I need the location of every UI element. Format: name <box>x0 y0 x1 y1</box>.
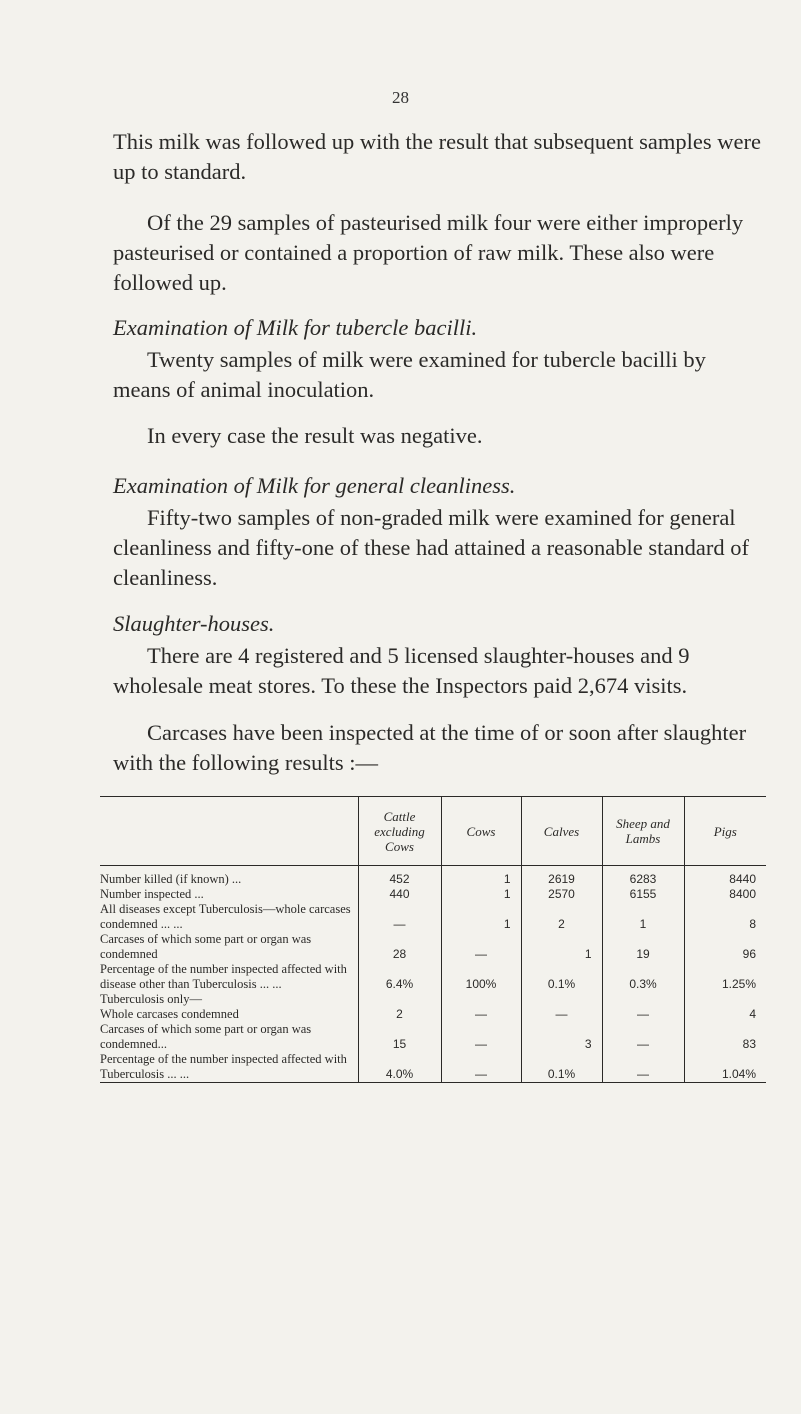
row-label: Number killed (if known) ... <box>100 872 242 886</box>
paragraph-pasteurised-milk: Of the 29 samples of pasteurised milk four were either improperly pasteurised or contained a proportion of raw milk. These also were followed up. <box>113 210 744 295</box>
cell-cattle: 440 <box>358 887 441 902</box>
cell-sheep: — <box>602 1022 684 1052</box>
row-label: Percentage of the number inspected affected with Tuberculosis ... ... <box>100 1052 358 1083</box>
cell-pigs: 83 <box>684 1022 766 1052</box>
table-row <box>100 932 766 962</box>
cell-cattle <box>358 992 441 1007</box>
header-cattle: Cattle excluding Cows <box>358 797 441 866</box>
header-sheep-lambs: Sheep and Lambs <box>602 797 684 866</box>
cell-cows: — <box>441 1022 521 1052</box>
heading-general-cleanliness: Examination of Milk for general cleanliness. <box>113 473 516 498</box>
paragraph-carcases-intro: Carcases have been inspected at the time of or soon after slaughter with the following results :— <box>113 720 747 775</box>
table-row <box>100 962 766 992</box>
header-calves: Calves <box>521 797 602 866</box>
cell-cattle: 28 <box>358 932 441 962</box>
cell-calves: 2570 <box>521 887 602 902</box>
cell-cows: 1 <box>441 866 521 888</box>
paragraph-tubercle-samples: Twenty samples of milk were examined for tubercle bacilli by means of animal inoculation. <box>113 347 706 402</box>
cell-cattle: 15 <box>358 1022 441 1052</box>
carcase-results-table <box>100 796 766 1083</box>
cell-calves: — <box>521 1007 602 1022</box>
cell-calves: 1 <box>521 932 602 962</box>
table-row <box>100 992 766 1007</box>
cell-cows: — <box>441 1052 521 1083</box>
cell-pigs: 8440 <box>684 866 766 888</box>
heading-tubercle-bacilli: Examination of Milk for tubercle bacilli. <box>113 315 478 340</box>
table-row <box>100 1052 766 1083</box>
table-row <box>100 1022 766 1052</box>
paragraph-cleanliness-samples: Fifty-two samples of non-graded milk were examined for general cleanliness and fifty-one of these had attained a reasonable standard of cleanliness. <box>113 505 749 590</box>
header-pigs: Pigs <box>684 797 766 866</box>
cell-pigs: 8400 <box>684 887 766 902</box>
cell-sheep: — <box>602 1052 684 1083</box>
row-label: Carcases of which some part or organ was condemned... <box>100 1022 312 1051</box>
paragraph-continuation: This milk was followed up with the result that subsequent samples were up to standard. <box>113 129 762 184</box>
header-blank <box>100 797 358 866</box>
table-row <box>100 902 766 932</box>
cell-cattle: 6.4% <box>358 962 441 992</box>
cell-pigs: 1.25% <box>684 962 766 992</box>
heading-slaughter-houses: Slaughter-houses. <box>113 611 275 636</box>
row-label: Tuberculosis only— <box>100 992 202 1006</box>
cell-calves: 3 <box>521 1022 602 1052</box>
cell-cattle: — <box>358 902 441 932</box>
cell-cows: — <box>441 932 521 962</box>
row-label: Percentage of the number inspected affected with disease other than Tuberculosis ... ... <box>100 962 347 991</box>
cell-calves: 0.1% <box>521 1052 602 1083</box>
cell-calves: 2619 <box>521 866 602 888</box>
table-header-row <box>100 797 766 866</box>
cell-sheep: 6155 <box>602 887 684 902</box>
cell-cattle: 2 <box>358 1007 441 1022</box>
cell-cows: 1 <box>441 902 521 932</box>
cell-cattle: 452 <box>358 866 441 888</box>
cell-cows <box>441 992 521 1007</box>
cell-sheep: — <box>602 1007 684 1022</box>
row-label: Number inspected ... <box>100 887 204 901</box>
page-number: 28 <box>392 88 409 107</box>
cell-sheep: 6283 <box>602 866 684 888</box>
cell-sheep: 1 <box>602 902 684 932</box>
cell-calves: 0.1% <box>521 962 602 992</box>
row-label: All diseases except Tuberculosis—whole carcases condemned ... ... <box>100 902 351 931</box>
cell-pigs: 8 <box>684 902 766 932</box>
cell-sheep: 19 <box>602 932 684 962</box>
paragraph-slaughter-houses: There are 4 registered and 5 licensed slaughter-houses and 9 wholesale meat stores. To these the Inspectors paid 2,674 visits. <box>113 643 690 698</box>
cell-calves <box>521 992 602 1007</box>
cell-cows: 100% <box>441 962 521 992</box>
row-label: Whole carcases condemned <box>100 1007 239 1021</box>
cell-sheep: 0.3% <box>602 962 684 992</box>
row-label: Carcases of which some part or organ was condemned <box>100 932 312 961</box>
cell-sheep <box>602 992 684 1007</box>
table-row <box>100 887 766 902</box>
cell-cattle: 4.0% <box>358 1052 441 1083</box>
cell-cows: 1 <box>441 887 521 902</box>
paragraph-negative-result: In every case the result was negative. <box>147 423 483 448</box>
cell-pigs: 1.04% <box>684 1052 766 1083</box>
cell-calves: 2 <box>521 902 602 932</box>
header-cows: Cows <box>441 797 521 866</box>
cell-pigs: 4 <box>684 1007 766 1022</box>
table-row <box>100 1007 766 1022</box>
table-row <box>100 866 766 888</box>
cell-pigs: 96 <box>684 932 766 962</box>
cell-pigs <box>684 992 766 1007</box>
cell-cows: — <box>441 1007 521 1022</box>
